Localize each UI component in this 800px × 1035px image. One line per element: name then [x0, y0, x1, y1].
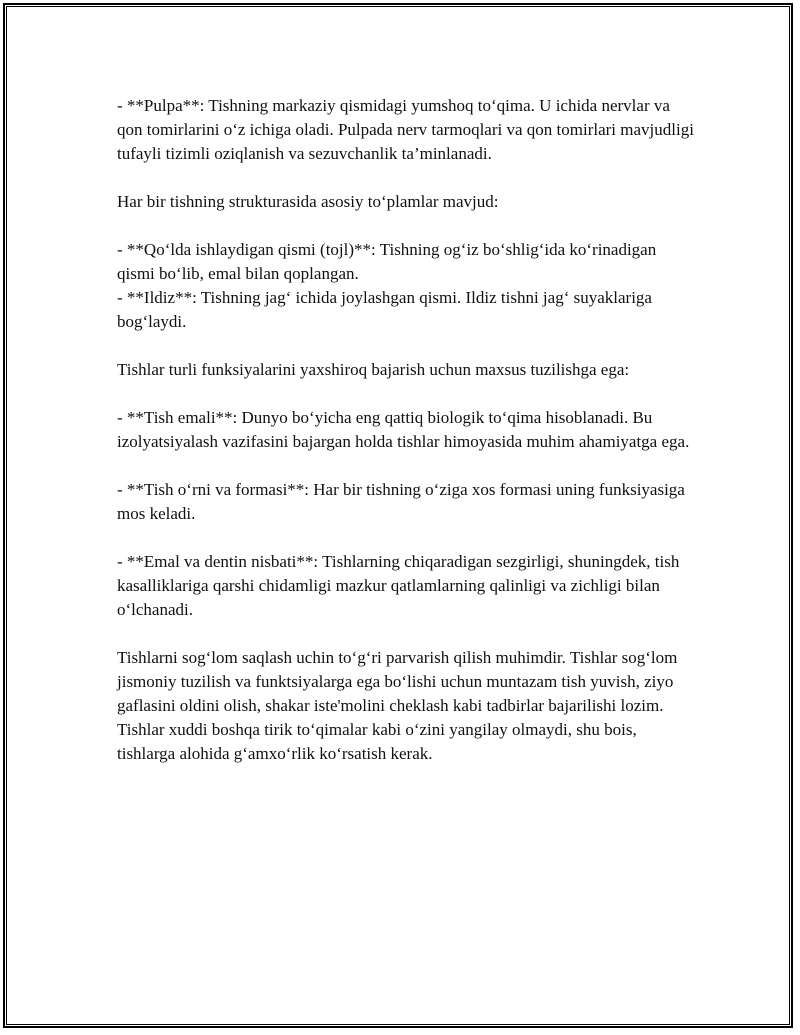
document-body — [117, 94, 697, 790]
paragraph-pulpa: - **Pulpa**: Tishning markaziy qismidagi yumshoq to‘qima. U ichida nervlar va qon tomirlarini o‘z ichiga oladi. Pulpada nerv tarmoqlari va qon tomirlari mavjudligi tufayli tizimli oziqlanish va sezuvchanlik ta’minlanadi. — [117, 96, 699, 163]
paragraph-structure-intro: Har bir tishning strukturasida asosiy to‘plamlar mavjud: — [117, 192, 499, 211]
paragraph-root: - **Ildiz**: Tishning jag‘ ichida joylashgan qismi. Ildiz tishni jag‘ suyaklariga bog‘laydi. — [117, 288, 657, 331]
paragraph-enamel-dentin: - **Emal va dentin nisbati**: Tishlarning chiqaradigan sezgirligi, shuningdek, tish kasalliklariga qarshi chidamligi mazkur qatlamlarning qalinligi va zichligi bilan o‘lchanadi. — [117, 552, 684, 619]
paragraph-care: Tishlarni sog‘lom saqlash uchin to‘g‘ri parvarish qilish muhimdir. Tishlar sog‘lom jismoniy tuzilish va funktsiyalarga ega bo‘lishi uchun muntazam tish yuvish, ziyo gaflasini oldini olish, shakar iste'molini cheklash kabi tadbirlar bajarilishi lozim. Tishlar xuddi boshqa tirik to‘qimalar kabi o‘zini yangilay olmaydi, shu bois, tishlarga alohida g‘amxo‘rlik ko‘rsatish kerak. — [117, 648, 682, 763]
paragraph-enamel: - **Tish emali**: Dunyo bo‘yicha eng qattiq biologik to‘qima hisoblanadi. Bu izolyatsiyalash vazifasini bajargan holda tishlar himoyasida muhim ahamiyatga ega. — [117, 408, 690, 451]
paragraph-crown: - **Qo‘lda ishlaydigan qismi (tojl)**: Tishning og‘iz bo‘shlig‘ida ko‘rinadigan qismi bo‘lib, emal bilan qoplangan. — [117, 240, 661, 283]
paragraph-function-intro: Tishlar turli funksiyalarini yaxshiroq bajarish uchun maxsus tuzilishga ega: — [117, 360, 630, 379]
paragraph-shape: - **Tish o‘rni va formasi**: Har bir tishning o‘ziga xos formasi uning funksiyasiga mos keladi. — [117, 480, 690, 523]
